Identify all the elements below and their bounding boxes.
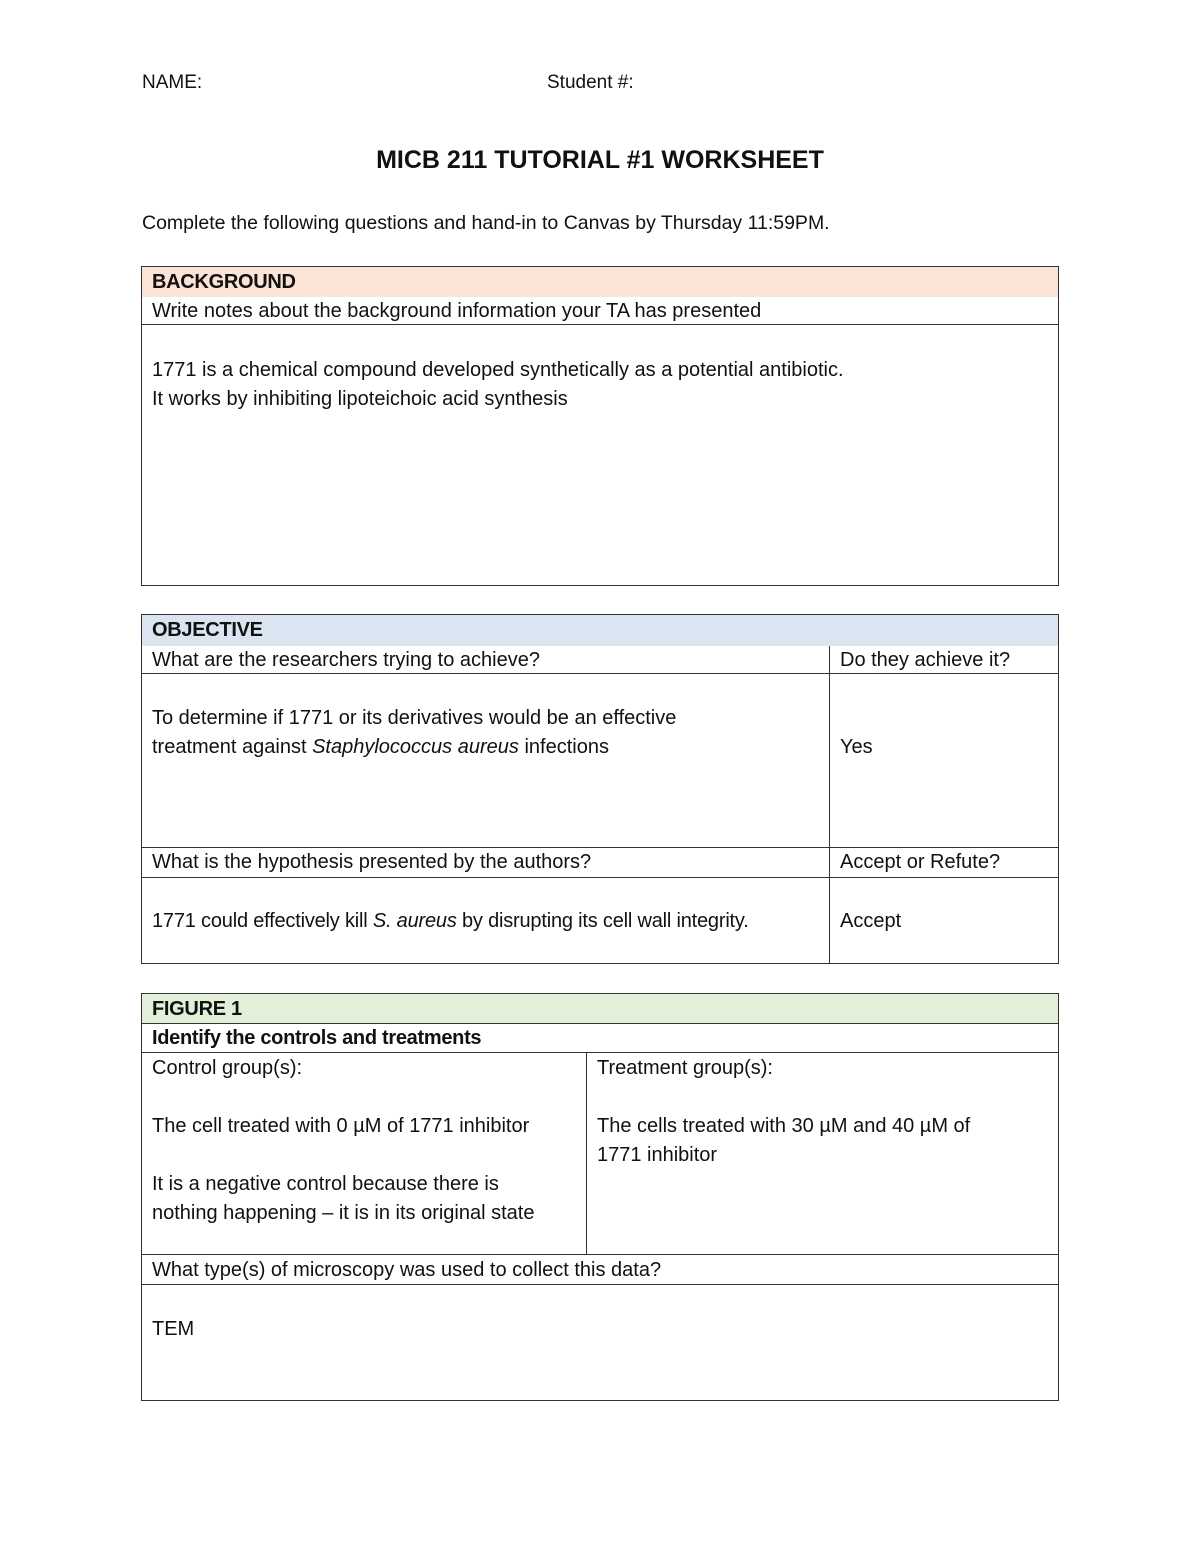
microscopy-answer: TEM [152, 1318, 195, 1340]
hypothesis-verdict-answer: Accept [840, 910, 902, 932]
background-section [141, 266, 1059, 586]
background-title: BACKGROUND [142, 267, 1058, 297]
treatment-line: 1771 inhibitor [597, 1144, 718, 1166]
divider [142, 1284, 1058, 1285]
divider [142, 877, 1058, 878]
name-label: NAME: [142, 72, 203, 93]
divider [142, 324, 1058, 325]
divider [142, 1254, 1058, 1255]
treatment-group [587, 1054, 1058, 1170]
objective-answer-line: To determine if 1771 or its derivatives would be an effective [152, 707, 677, 729]
background-answer-line: 1771 is a chemical compound developed synthetically as a potential antibiotic. [152, 359, 844, 381]
background-answer [142, 356, 1058, 414]
control-line: The cell treated with 0 µM of 1771 inhibitor [152, 1115, 530, 1137]
objective-answer-line: treatment against Staphylococcus aureus infections [152, 736, 609, 758]
hypothesis-question: What is the hypothesis presented by the authors? [152, 851, 592, 873]
hypothesis-verdict-question: Accept or Refute? [840, 851, 1001, 873]
figure1-subtitle: Identify the controls and treatments [152, 1027, 482, 1049]
microscopy-question: What type(s) of microscopy was used to collect this data? [152, 1259, 662, 1281]
objective-achieved-answer: Yes [840, 736, 873, 758]
page-title: MICB 211 TUTORIAL #1 WORKSHEET [376, 146, 824, 174]
figure1-title: FIGURE 1 [142, 994, 1058, 1023]
student-number-label: Student #: [547, 72, 634, 93]
objective-section [141, 614, 1059, 964]
objective-question: What are the researchers trying to achieve? [152, 649, 540, 671]
control-line: It is a negative control because there is [152, 1173, 499, 1195]
background-prompt: Write notes about the background information your TA has presented [152, 300, 762, 322]
objective-answer [142, 704, 829, 762]
background-answer-line: It works by inhibiting lipoteichoic acid synthesis [152, 388, 568, 410]
control-line: nothing happening – it is in its original state [152, 1202, 535, 1224]
control-group [142, 1054, 586, 1228]
objective-title: OBJECTIVE [142, 615, 1058, 646]
figure1-section [141, 993, 1059, 1401]
divider [142, 673, 1058, 674]
control-label: Control group(s): [152, 1057, 303, 1079]
treatment-line: The cells treated with 30 µM and 40 µM of [597, 1115, 971, 1137]
hypothesis-answer: 1771 could effectively kill S. aureus by disrupting its cell wall integrity. [152, 910, 749, 932]
treatment-label: Treatment group(s): [597, 1057, 773, 1079]
objective-achieved-question: Do they achieve it? [840, 649, 1011, 671]
instructions: Complete the following questions and hand-in to Canvas by Thursday 11:59PM. [142, 212, 830, 234]
divider [142, 1052, 1058, 1053]
